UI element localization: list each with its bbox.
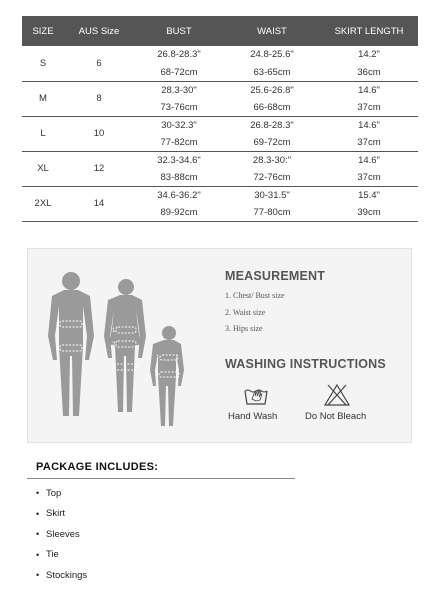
measurement-list	[225, 291, 285, 341]
bust-cm: 83-88cm	[134, 169, 224, 187]
hand-wash-label: Hand Wash	[228, 411, 278, 422]
package-item-label: Skirt	[46, 508, 65, 520]
size-chart-header	[22, 16, 418, 46]
skirt-cm: 37cm	[320, 134, 418, 152]
package-item-label: Sleeves	[46, 528, 80, 540]
hand-wash-icon	[243, 384, 269, 406]
woman-figure-icon	[104, 279, 146, 412]
skirt-inches: 15.4"	[358, 189, 380, 201]
bust-mark: 1	[112, 328, 116, 334]
size-row-m-top	[22, 81, 418, 99]
waist-inches: 30-31.5"	[254, 189, 290, 201]
hips-mark: 3	[155, 372, 159, 378]
package-item	[36, 565, 87, 586]
bust-mark: 1	[156, 355, 160, 361]
header-bust: BUST	[134, 16, 224, 46]
size-row-2xl-top	[22, 186, 418, 204]
skirt-inches: 14.2"	[358, 49, 380, 61]
size-row-l-top	[22, 116, 418, 134]
package-item	[36, 545, 87, 566]
package-item-label: Top	[46, 487, 62, 499]
package-item-label: Tie	[46, 549, 59, 561]
skirt-inches: 14.6"	[358, 154, 380, 166]
header-aus-size: AUS Size	[64, 16, 134, 46]
aus-size-value: 12	[64, 151, 134, 186]
skirt-inches: 14.6"	[358, 84, 380, 96]
bust-inches: 28.3-30"	[161, 84, 197, 96]
size-chart-table	[22, 16, 418, 222]
aus-size-value: 8	[64, 81, 134, 116]
measurement-title: MEASUREMENT	[225, 269, 326, 283]
bust-inches: 26.8-28.3"	[157, 49, 201, 61]
header-size: SIZE	[22, 16, 64, 46]
waist-mark: 2	[56, 346, 60, 352]
bust-cm: 73-76cm	[134, 99, 224, 117]
waist-cm: 63-65cm	[224, 64, 320, 82]
do-not-bleach-icon	[324, 384, 350, 406]
bullet-icon: •	[36, 488, 40, 499]
bust-cm: 89-92cm	[134, 204, 224, 222]
size-label: M	[22, 81, 64, 116]
bullet-icon: •	[36, 570, 40, 581]
bust-inches: 30-32.3"	[161, 119, 197, 131]
body-measurement-figures	[38, 269, 213, 434]
man-figure-icon	[48, 272, 94, 416]
waist-inches: 25.6-26.8"	[250, 84, 294, 96]
waist-mark: 2	[112, 342, 116, 348]
skirt-cm: 39cm	[320, 204, 418, 222]
aus-size-value: 10	[64, 116, 134, 151]
header-waist: WAIST	[224, 16, 320, 46]
waist-inches: 28.3-30:"	[252, 154, 292, 166]
waist-cm: 77-80cm	[224, 204, 320, 222]
waist-inches: 26.8-28.3"	[250, 119, 294, 131]
bust-inches: 32.3-34.6"	[157, 154, 201, 166]
package-item	[36, 524, 87, 545]
measurement-item: 1. Chest/ Bust size	[225, 291, 285, 300]
size-row-xl-top	[22, 151, 418, 169]
package-item-label: Stockings	[46, 569, 88, 581]
measurement-item: 2. Waist size	[225, 307, 266, 317]
waist-inches: 24.8-25.6"	[250, 49, 294, 61]
waist-cm: 66-68cm	[224, 99, 320, 117]
size-label: S	[22, 46, 64, 81]
bullet-icon: •	[36, 529, 40, 540]
aus-size-value: 14	[64, 186, 134, 221]
skirt-cm: 36cm	[320, 64, 418, 82]
size-label: 2XL	[22, 186, 64, 221]
aus-size-value: 6	[64, 46, 134, 81]
washing-instructions-title: WASHING INSTRUCTIONS	[225, 357, 386, 371]
bust-cm: 68-72cm	[134, 64, 224, 82]
hips-mark: 3	[111, 365, 115, 371]
bust-mark: 1	[56, 322, 60, 328]
do-not-bleach-label: Do Not Bleach	[305, 411, 367, 422]
size-label: L	[22, 116, 64, 151]
bullet-icon: •	[36, 549, 40, 560]
skirt-inches: 14.6"	[358, 119, 380, 131]
package-item	[36, 483, 87, 504]
package-divider	[27, 478, 295, 479]
skirt-cm: 37cm	[320, 99, 418, 117]
package-includes-title: PACKAGE INCLUDES:	[36, 461, 159, 473]
bust-cm: 77-82cm	[134, 134, 224, 152]
size-label: XL	[22, 151, 64, 186]
skirt-cm: 37cm	[320, 169, 418, 187]
package-items-list	[36, 483, 87, 586]
package-item	[36, 504, 87, 525]
waist-cm: 72-76cm	[224, 169, 320, 187]
measurement-panel	[27, 248, 412, 443]
waist-cm: 69-72cm	[224, 134, 320, 152]
header-skirt-length: SKIRT LENGTH	[320, 16, 418, 46]
bullet-icon: •	[36, 508, 40, 519]
size-row-s-top	[22, 46, 418, 64]
bust-inches: 34.6-36.2"	[157, 189, 201, 201]
measurement-item: 3. Hips size	[225, 324, 263, 333]
